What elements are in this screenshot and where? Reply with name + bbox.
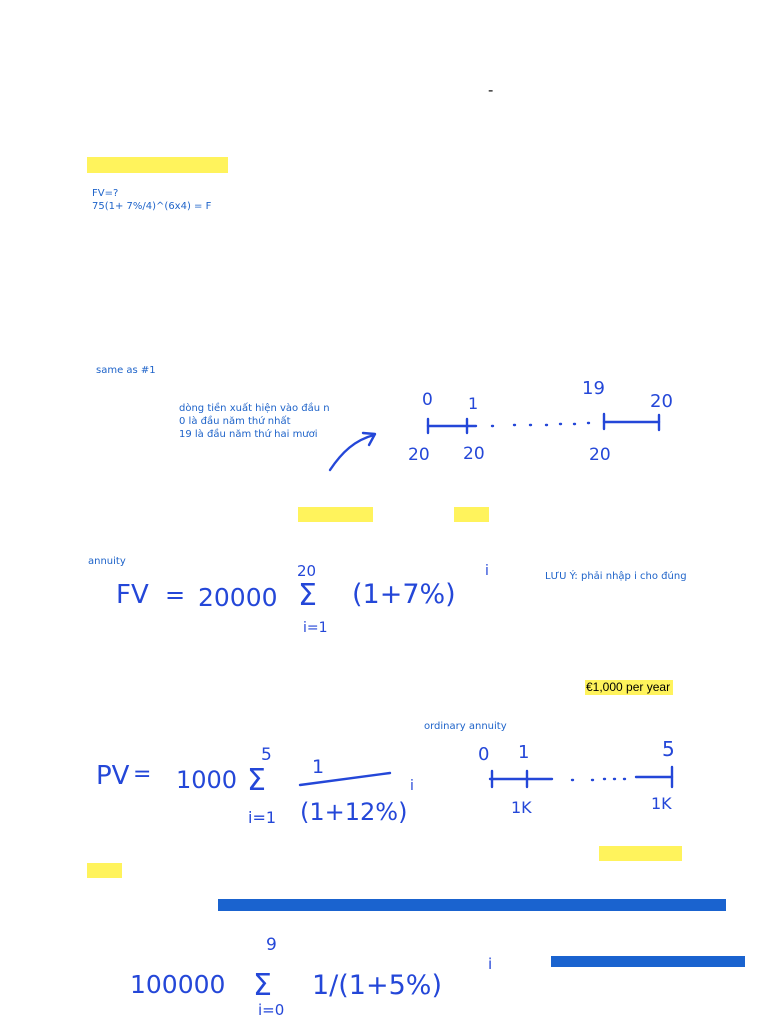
pv-equals: = — [133, 762, 152, 787]
timeline2-t0: 0 — [478, 744, 490, 765]
cash-flow-note-line1: dòng tiền xuất hiện vào đầu n — [179, 403, 330, 414]
fv-term: (1+7%) — [352, 579, 456, 610]
timeline1-t1: 1 — [468, 394, 479, 413]
timeline2-p5: 1K — [651, 794, 672, 813]
dash-mark: - — [488, 82, 494, 99]
pv-amount: 1000 — [176, 766, 238, 794]
cash-flow-note-line2: 0 là đầu năm thứ nhất — [179, 416, 291, 427]
timeline2-dots — [572, 779, 625, 780]
timeline1-t19: 19 — [582, 378, 605, 399]
timeline1-t0: 0 — [422, 390, 433, 410]
arrow-stroke — [330, 435, 374, 470]
fv-formula: 75(1+ 7%/4)^(6x4) = F — [92, 201, 212, 212]
pv-sum-lower: i=1 — [248, 808, 277, 827]
fv-sigma: Σ — [298, 578, 317, 613]
sum3-amount: 100000 — [130, 970, 226, 999]
timeline2-t5: 5 — [662, 737, 675, 761]
ordinary-annuity-label: ordinary annuity — [424, 721, 507, 732]
sum3-upper: 9 — [266, 935, 277, 955]
cash-flow-note-line3: 19 là đầu năm thứ hai mươi — [179, 429, 318, 440]
timeline1-p1: 20 — [463, 444, 485, 464]
pv-sigma: Σ — [247, 763, 266, 798]
sum3-term: 1/(1+5%) — [312, 970, 442, 1001]
per-year-highlight: €1,000 per year — [585, 680, 673, 695]
sum3-exponent: i — [488, 955, 493, 973]
timeline1-t20: 20 — [650, 391, 673, 412]
timeline2-t1: 1 — [518, 742, 530, 763]
fv-question: FV=? — [92, 188, 119, 199]
pv-numerator: 1 — [312, 756, 325, 778]
luu-y-note: LƯU Ý: phải nhập i cho đúng — [545, 571, 687, 582]
annuity-label: annuity — [88, 556, 126, 567]
timeline1-dots — [492, 423, 589, 426]
timeline2-p1: 1K — [511, 798, 532, 817]
same-as-note: same as #1 — [96, 365, 156, 376]
fv-amount: 20000 — [198, 583, 278, 612]
fv-sum-upper: 20 — [297, 562, 317, 580]
pv-lhs: PV — [96, 761, 130, 791]
fv-equals: = — [165, 581, 186, 609]
sum3-sigma: Σ — [253, 968, 272, 1003]
fv-sum-lower: i=1 — [303, 620, 328, 636]
pv-exponent: i — [410, 778, 414, 794]
fv-lhs: FV — [116, 580, 149, 610]
pv-denominator: (1+12%) — [300, 798, 408, 826]
fv-exponent: i — [485, 563, 489, 579]
sum3-lower: i=0 — [258, 1001, 285, 1019]
pv-sum-upper: 5 — [261, 745, 272, 765]
timeline1-p19: 20 — [589, 445, 611, 465]
timeline1-p0: 20 — [408, 445, 430, 465]
